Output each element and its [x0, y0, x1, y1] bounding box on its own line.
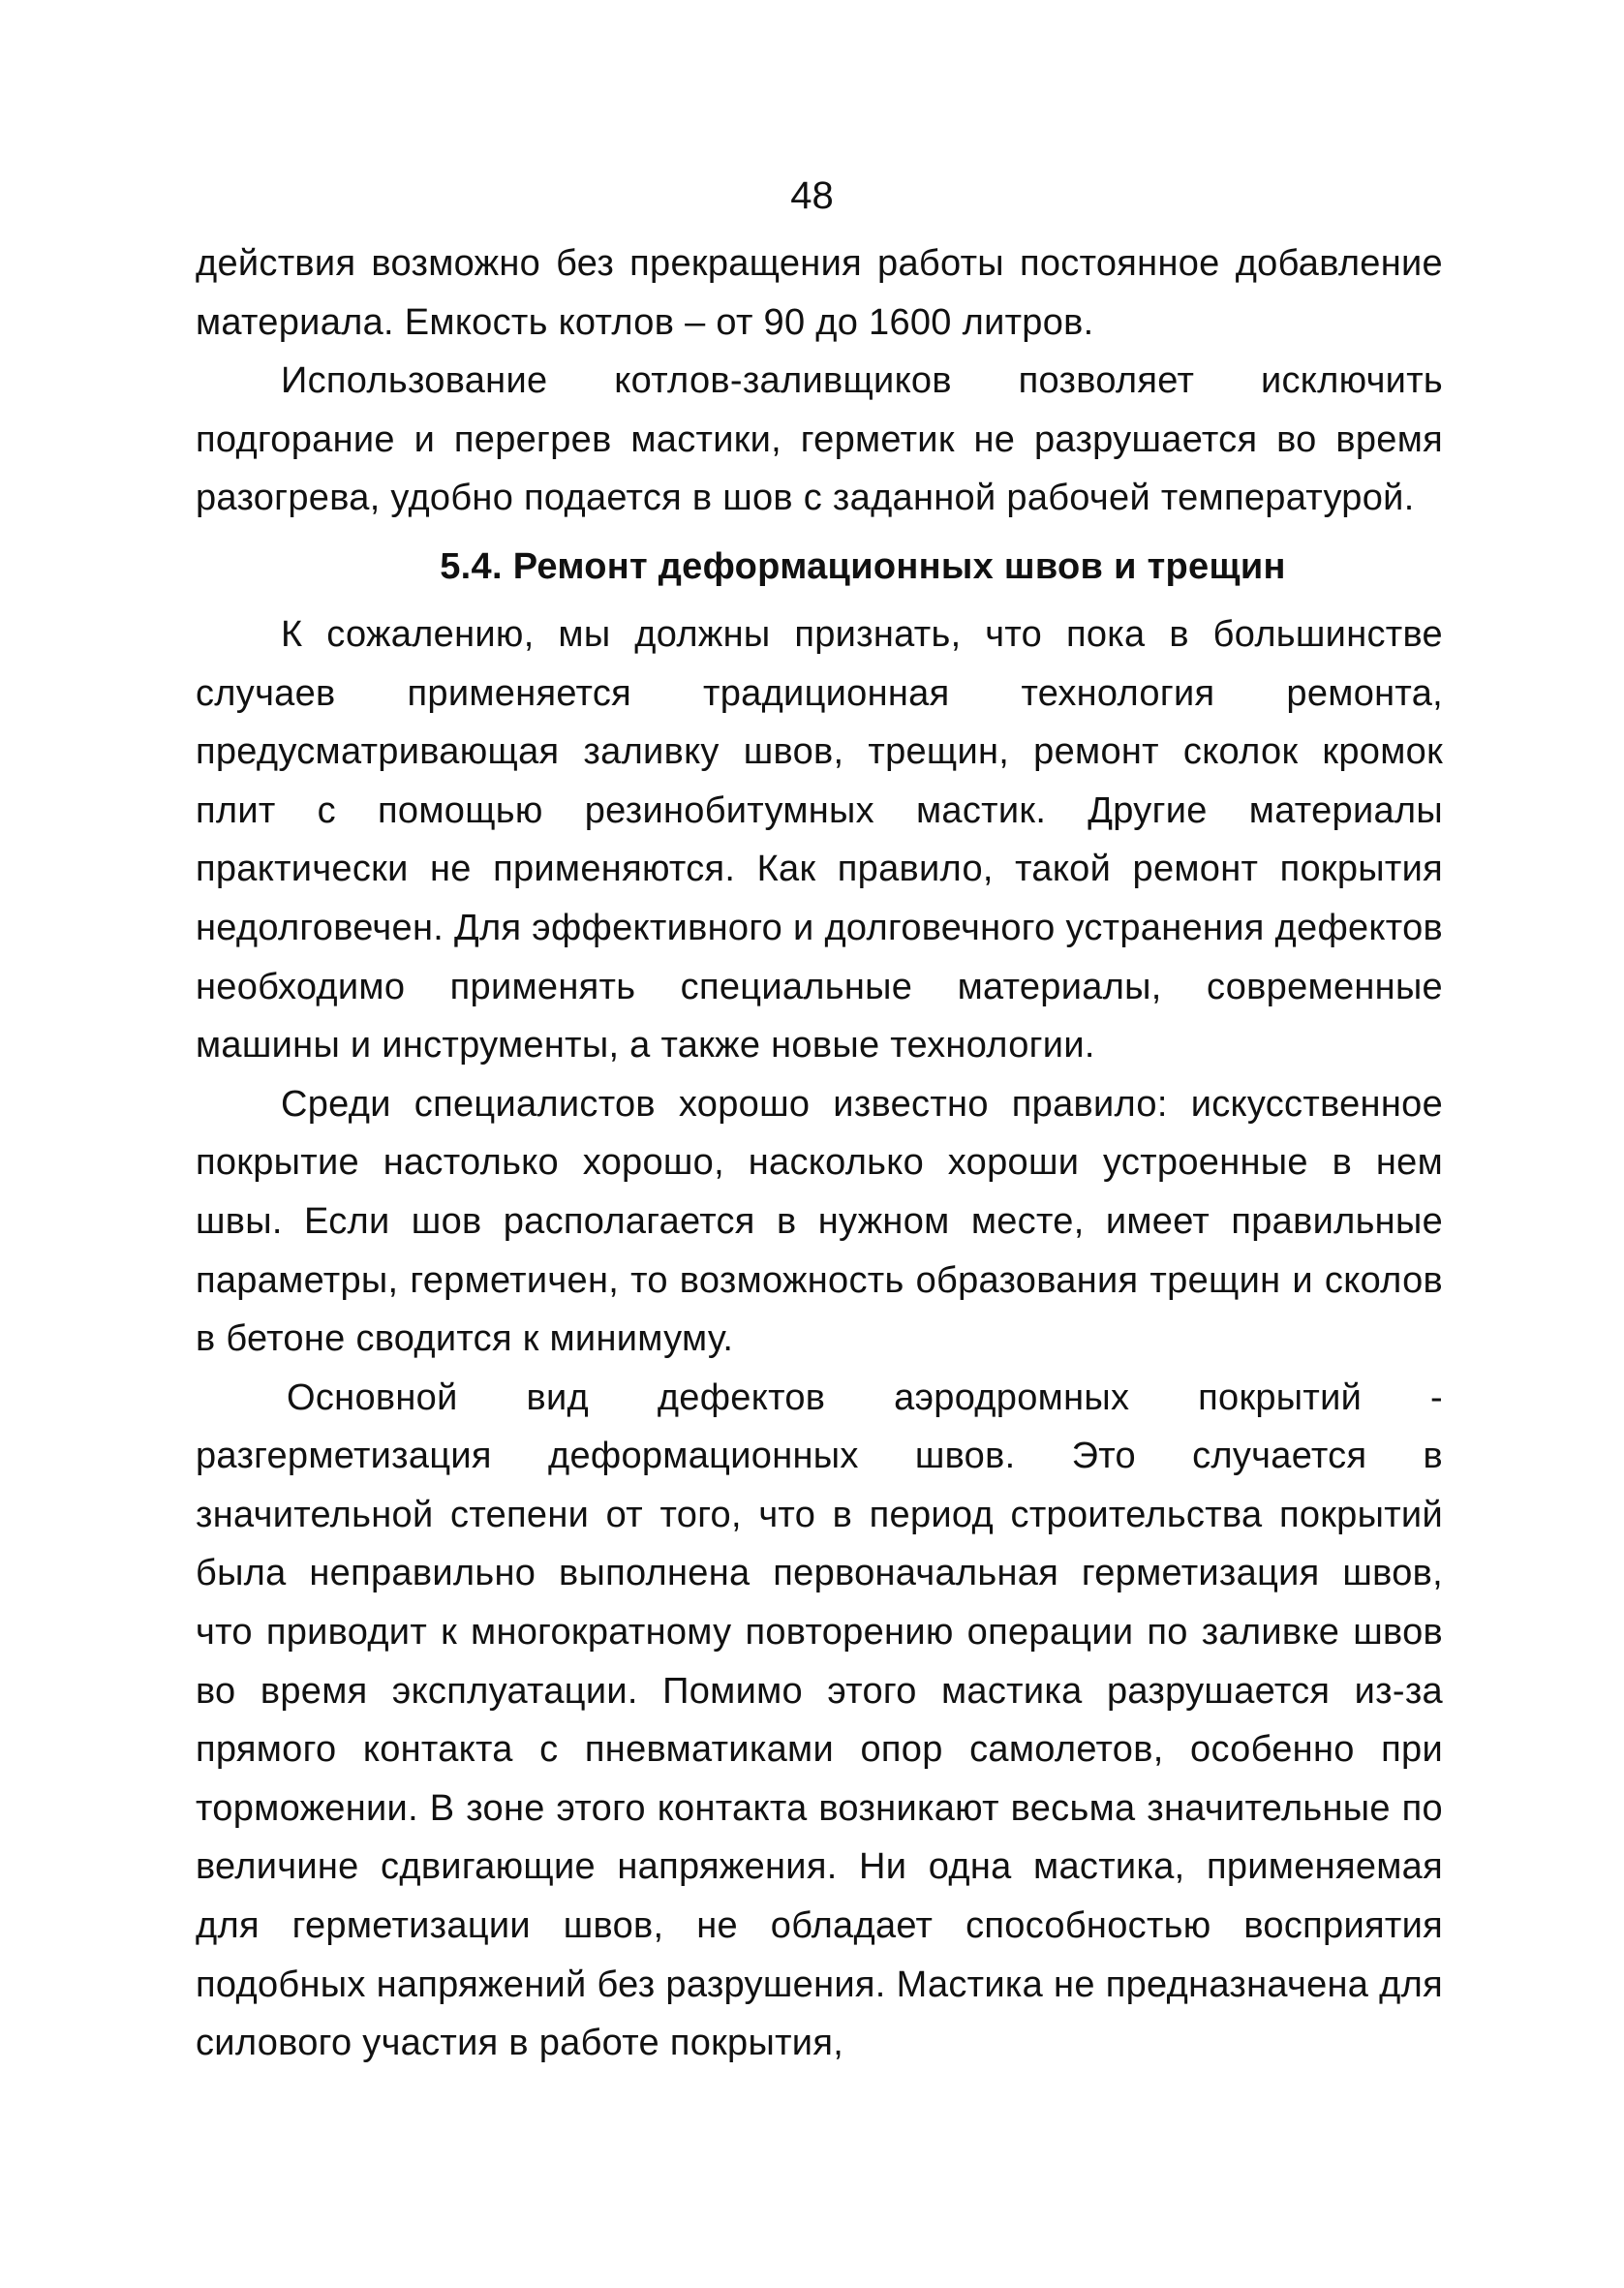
paragraph-continuation: действия возможно без прекращения работы постоянное добавление материала. Емкость котлов – от 90 до 1600 литров.: [196, 243, 1443, 343]
page-body: [196, 234, 1443, 2073]
paragraph-defects: Основной вид дефектов аэродромных покрытий - разгерметизация деформационных швов. Это случается в значительной степени от того, что в период строительства покрытий была неправильно выполнена первоначальная герметизация швов, что приводит к многократному повторению операции по заливке швов во время эксплуатации. Помимо этого мастика разрушается из-за прямого контакта с пневматиками опор самолетов, особенно при торможении. В зоне этого контакта возникают весьма значительные по величине сдвигающие напряжения. Ни одна мастика, применяемая для герметизации швов, не обладает способностью восприятия подобных напряжений без разрушения. Мастика не предназначена для силового участия в работе покрытия,: [196, 1376, 1443, 2064]
section-heading: 5.4. Ремонт деформационных швов и трещин: [440, 545, 1286, 587]
page-number: 48: [790, 174, 834, 217]
paragraph-joint-rule: Среди специалистов хорошо известно правило: искусственное покрытие настолько хорошо, насколько хороши устроенные в нем швы. Если шов располагается в нужном месте, имеет правильные параметры, герметичен, то возможность образования трещин и сколов в бетоне сводится к минимуму.: [196, 1083, 1443, 1360]
paragraph-kettles: Использование котлов-заливщиков позволяет исключить подгорание и перегрев мастики, герметик не разрушается во время разогрева, удобно подается в шов с заданной рабочей температурой.: [196, 360, 1443, 519]
paragraph-repair-technology: К сожалению, мы должны признать, что пока в большинстве случаев применяется традиционная технология ремонта, предусматривающая заливку швов, трещин, ремонт сколок кромок плит с помощью резинобитумных мастик. Другие материалы практически не применяются. Как правило, такой ремонт покрытия недолговечен. Для эффективного и долговечного устранения дефектов необходимо применять специальные материалы, современные машины и инструменты, а также новые технологии.: [196, 613, 1443, 1067]
